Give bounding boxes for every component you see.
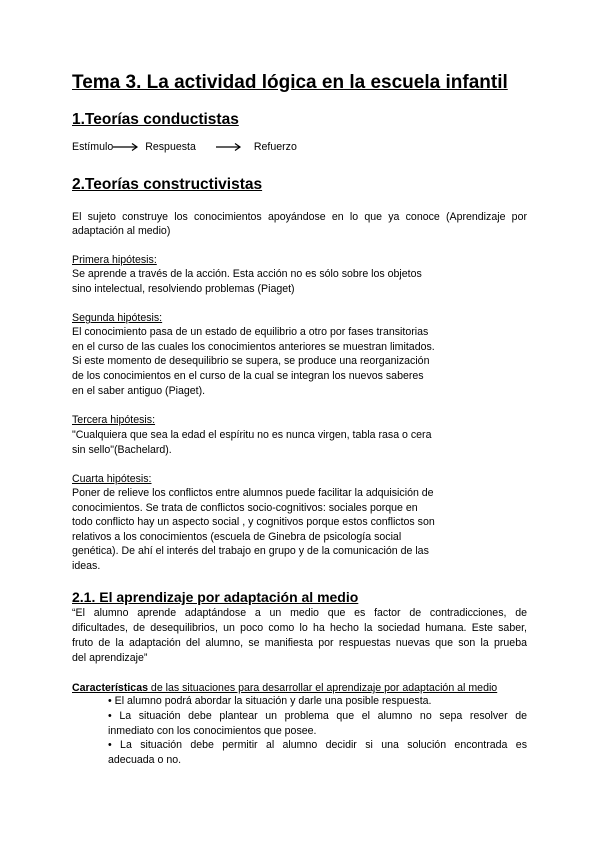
constructivism-intro-line-1: El sujeto construye los conocimientos apoyándose en lo que ya conoce (Aprendizaje por [72, 211, 527, 223]
constructivism-intro-line-2: adaptación al medio) [72, 225, 171, 237]
section-heading-adaptacion: 2.1. El aprendizaje por adaptación al medio [72, 589, 359, 605]
hypothesis-4-line: todo conflicto hay un aspecto social , y cognitivos porque estos conflictos son [72, 516, 435, 528]
arrow-right-icon [113, 142, 139, 152]
flow-step-reinforcement: Refuerzo [253, 141, 297, 153]
section-heading-conductistas: 1.Teorías conductistas [72, 111, 239, 128]
hypothesis-2-line: en el saber antiguo (Piaget). [72, 385, 206, 397]
hypothesis-4-line: ideas. [72, 560, 101, 572]
quote-line: del aprendizaje” [72, 652, 148, 664]
hypothesis-2-line: de los conocimientos en el curso de la cual se integran los nuevos saberes [72, 370, 424, 382]
characteristic-bullet: • La situación debe permitir al alumno decidir si una solución encontrada es [108, 739, 527, 751]
hypothesis-1-label: Primera hipótesis: [72, 254, 157, 266]
hypothesis-4-line: genética). De ahí el interés del trabajo en grupo y de la comunicación de las [72, 545, 429, 557]
hypothesis-3-line: sin sello"(Bachelard). [72, 444, 172, 456]
hypothesis-2-line: Si este momento de desequilibrio se supera, se produce una reorganización [72, 355, 430, 367]
characteristics-heading [72, 681, 497, 696]
characteristic-bullet: • La situación debe plantear un problema que el alumno no sepa resolver de [108, 710, 527, 722]
hypothesis-3-line: "Cualquiera que sea la edad el espíritu no es nunca virgen, tabla rasa o cera [72, 429, 432, 441]
section-heading-constructivistas: 2.Teorías constructivistas [72, 176, 263, 193]
quote-line: dificultades, de desequilibrios, un poco como lo ha hecho la sociedad humana. Este saber, [72, 622, 527, 634]
quote-line: fruto de la adaptación del alumno, se manifiesta por respuestas nuevas que son la prueba [72, 637, 527, 649]
arrow-right-icon [216, 142, 242, 152]
hypothesis-4-line: relativos a los conocimientos (escuela de Ginebra de psicología social [72, 531, 402, 543]
flow-step-stimulus: Estímulo [72, 141, 114, 153]
hypothesis-1-line: Se aprende a través de la acción. Esta acción no es sólo sobre los objetos [72, 268, 422, 280]
hypothesis-3-label: Tercera hipótesis: [72, 414, 156, 426]
characteristics-text: de las situaciones para desarrollar el aprendizaje por adaptación al medio [147, 682, 498, 694]
characteristic-bullet-cont: inmediato con los conocimientos que posee. [108, 725, 317, 737]
quote-line: “El alumno aprende adaptándose a un medio que es factor de contradicciones, de [72, 607, 527, 619]
hypothesis-4-line: Poner de relieve los conflictos entre alumnos puede facilitar la adquisición de [72, 487, 434, 499]
hypothesis-2-label: Segunda hipótesis: [72, 312, 163, 324]
hypothesis-1-line: sino intelectual, resolviendo problemas (Piaget) [72, 283, 295, 295]
flow-step-response: Respuesta [145, 141, 196, 153]
stimulus-response-flow [72, 140, 297, 155]
characteristic-bullet: • El alumno podrá abordar la situación y darle una posible respuesta. [108, 695, 432, 707]
hypothesis-2-line: en el curso de las cuales los conocimientos anteriores se muestran limitados. [72, 341, 435, 353]
characteristics-label: Características [72, 682, 148, 694]
hypothesis-4-line: conocimientos. Se trata de conflictos socio-cognitivos: sociales porque en [72, 502, 418, 514]
characteristic-bullet-cont: adecuada o no. [108, 754, 182, 766]
document-title: Tema 3. La actividad lógica en la escuela infantil [72, 72, 508, 93]
hypothesis-4-label: Cuarta hipótesis: [72, 473, 152, 485]
hypothesis-2-line: El conocimiento pasa de un estado de equilibrio a otro por fases transitorias [72, 326, 429, 338]
